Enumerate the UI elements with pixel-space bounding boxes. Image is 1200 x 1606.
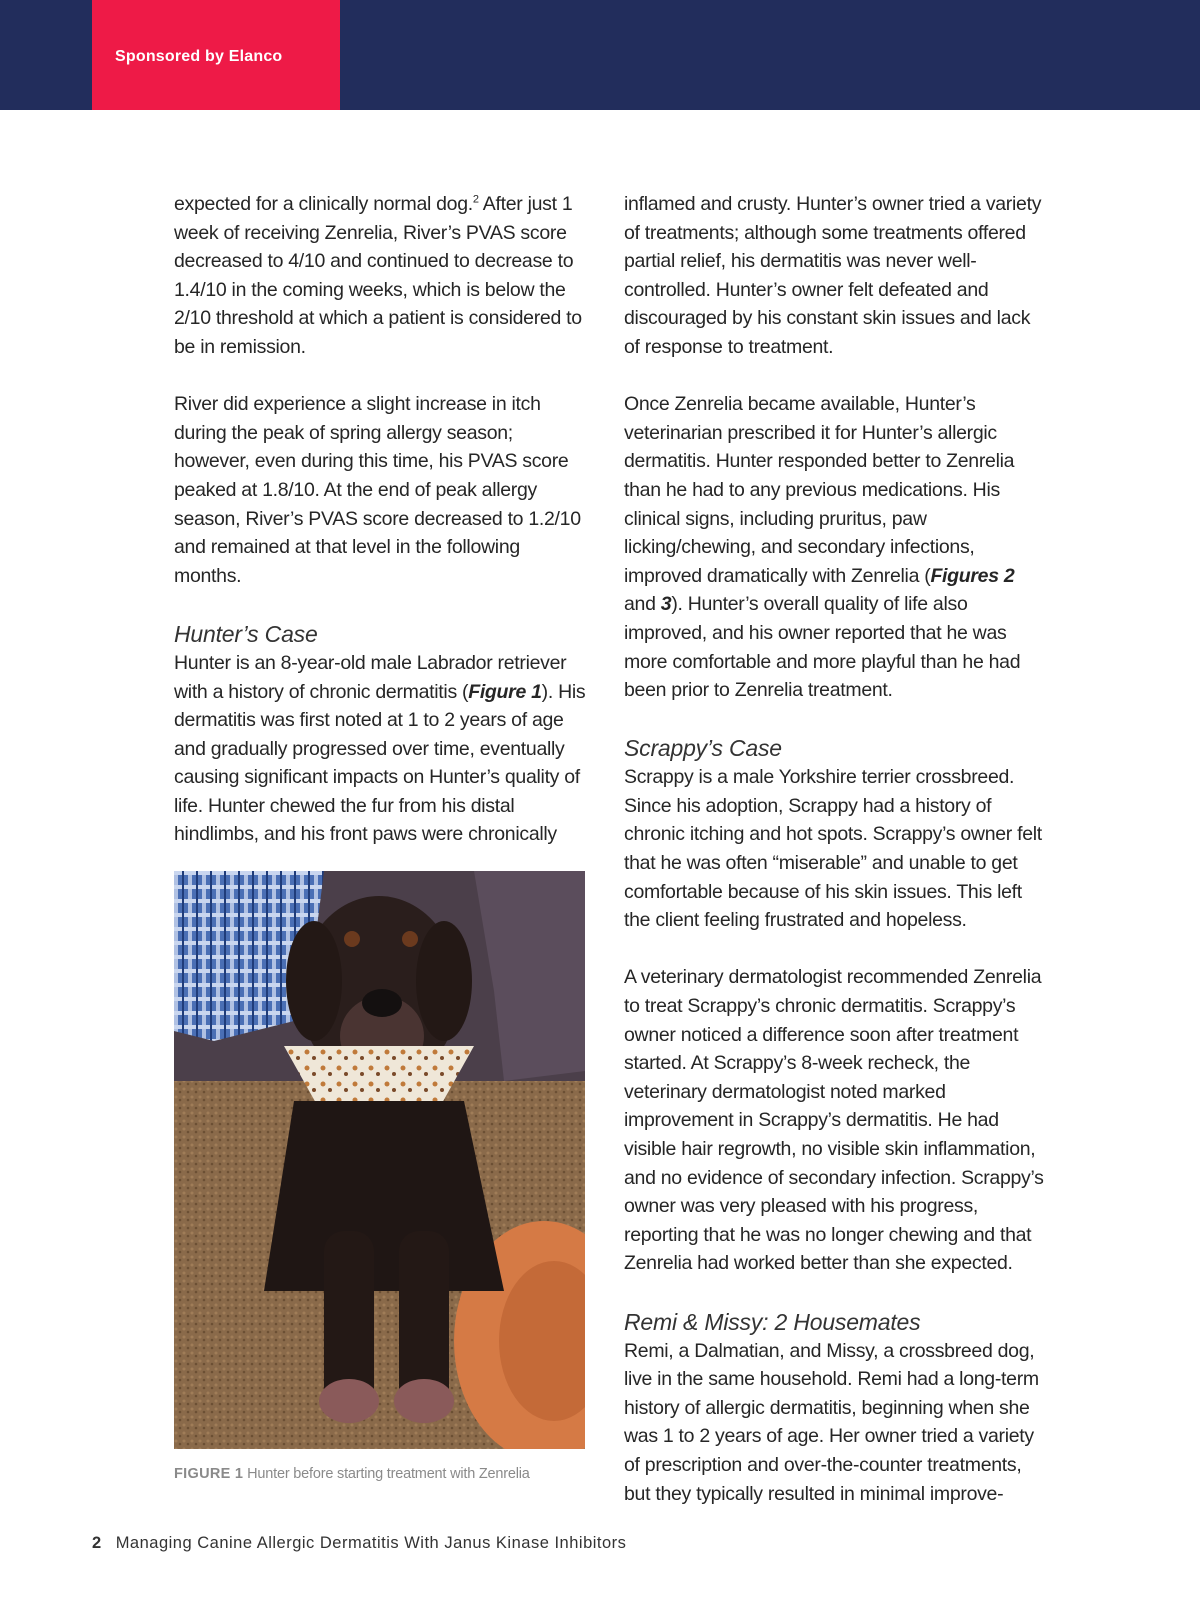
publication-title: Managing Canine Allergic Dermatitis With Janus Kinase Inhibitors <box>115 1534 627 1552</box>
figure-3-reference: 3 <box>660 593 672 616</box>
river-paragraph-1 <box>174 190 592 362</box>
page-footer <box>92 1534 626 1553</box>
sponsor-badge <box>92 0 340 110</box>
river-text-a: expected for a clinically normal dog. <box>174 193 473 215</box>
remi-paragraph-1: Remi, a Dalmatian, and Missy, a crossbreed dog, live in the same household. Remi had a long-term history of allergic dermatitis, beginning when she was 1 to 2 years of age. Her owner tried a variety of prescription and over-the-counter treatments, but they typically resulted in minimal improve- <box>624 1339 1039 1505</box>
hunter-3-text-b: ). Hunter’s overall quality of life also improved, and his owner reported that he was more comfortable and more playful than he had been prior to Zenrelia treatment. <box>624 593 1021 702</box>
scrappy-paragraph-1: Scrappy is a male Yorkshire terrier crossbreed. Since his adoption, Scrappy had a history of chronic itching and hot spots. Scrappy’s owner felt that he was often “miserable” and unable to get comfortable because of his skin issues. This left the client feeling frustrated and hopeless. <box>624 766 1042 932</box>
hunter-paragraph-3 <box>624 390 1044 705</box>
figure-1-photo <box>174 871 585 1449</box>
river-paragraph-2: River did experience a slight increase in itch during the peak of spring allergy season; however, even during this time, his PVAS score peaked at 1.8/10. At the end of peak allergy season, River’s PVAS score decreased to 1.2/10 and remained at that level in the following months. <box>174 393 581 587</box>
sponsor-label: Sponsored by Elanco <box>115 48 283 65</box>
figure-1-caption-text: Hunter before starting treatment with Zenrelia <box>247 1466 530 1482</box>
page-number: 2 <box>92 1534 102 1552</box>
hunter-paragraph-2: inflamed and crusty. Hunter’s owner tried a variety of treatments; although some treatments offered partial relief, his dermatitis was never well-controlled. Hunter’s owner felt defeated and discouraged by his constant skin issues and lack of response to treatment. <box>624 193 1042 358</box>
hunter-3-text-a: Once Zenrelia became available, Hunter’s veterinarian prescribed it for Hunter’s allergic dermatitis. Hunter responded better to Zenrelia than he had to any previous medications. His clinical signs, including pruritus, paw licking/chewing, and secondary infections, improved dramatically with Zenrelia ( <box>624 393 1015 587</box>
scrappy-paragraph-2: A veterinary dermatologist recommended Zenrelia to treat Scrappy’s chronic dermatitis. Scrappy’s owner noticed a difference soon after treatment started. At Scrappy’s 8-week recheck, the veterinary dermatologist noted marked improvement in Scrappy’s dermatitis. He had visible hair regrowth, no visible skin inflammation, and no evidence of secondary infection. Scrappy’s owner was very pleased with his progress, reporting that he was no longer chewing and that Zenrelia had worked better than she expected. <box>624 966 1044 1275</box>
and-text: and <box>624 593 661 616</box>
remi-missy-heading: Remi & Missy: 2 Housemates <box>624 1308 921 1335</box>
header-bar <box>0 0 1200 110</box>
figure-1-label: FIGURE 1 <box>174 1466 244 1482</box>
scrappy-heading: Scrappy’s Case <box>624 735 782 762</box>
figure-2-reference: Figures 2 <box>930 564 1015 587</box>
hunter-heading: Hunter’s Case <box>174 620 318 647</box>
figure-1-reference: Figure 1 <box>468 680 542 703</box>
figure-1-caption <box>174 1466 530 1482</box>
reference-superscript: 2 <box>472 193 479 206</box>
dog-photo-illustration <box>174 871 585 1449</box>
right-column <box>624 190 1044 1508</box>
hunter-text-a: Hunter is an 8-year-old male Labrador retriever with a history of chronic dermatitis ( <box>174 651 567 703</box>
river-text-b: After just 1 week of receiving Zenrelia, River’s PVAS score decreased to 4/10 and continued to decrease to 1.4/10 in the coming weeks, which is below the 2/10 threshold at which a patient is considered to be in remission. <box>174 193 582 358</box>
hunter-text-b: ). His dermatitis was first noted at 1 to 2 years of age and gradually progressed over time, eventually causing significant impacts on Hunter’s quality of life. Hunter chewed the fur from his distal hindlimbs, and his front paws were chronically <box>174 680 586 846</box>
left-column <box>174 190 592 849</box>
hunter-paragraph-1 <box>174 649 592 849</box>
